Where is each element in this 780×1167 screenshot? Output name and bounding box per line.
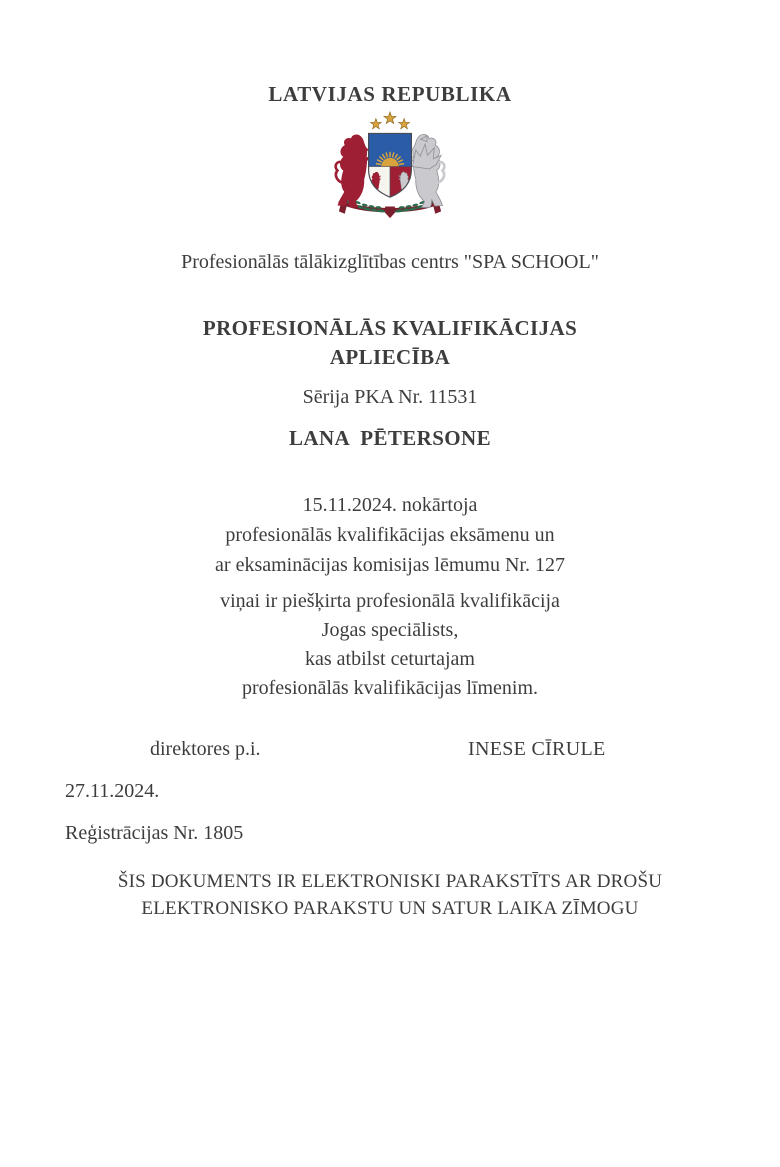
series-number: Sērija PKA Nr. 11531 bbox=[302, 386, 478, 408]
exam-line-3: ar eksaminācijas komisijas lēmumu Nr. 127 bbox=[215, 554, 565, 576]
three-stars-icon bbox=[370, 112, 409, 129]
griffin-supporter-icon bbox=[408, 135, 444, 208]
qualification-line-4: profesionālās kvalifikācijas līmenim. bbox=[241, 677, 539, 699]
qualification-line-1: viņai ir piešķirta profesionālā kvalifikācija bbox=[220, 590, 560, 612]
country-header: LATVIJAS REPUBLIKA bbox=[268, 82, 512, 106]
recipient-name: LANA PĒTERSONE bbox=[288, 426, 492, 450]
exam-line-1: 15.11.2024. nokārtoja bbox=[302, 494, 478, 516]
signer-name: INESE CĪRULE bbox=[468, 738, 606, 760]
lion-supporter-icon bbox=[336, 135, 372, 208]
electronic-signature-notice bbox=[0, 868, 780, 922]
institution-name: Profesionālās tālākizglītības centrs "SPA SCHOOL" bbox=[181, 251, 599, 273]
notice-line-1: ŠIS DOKUMENTS IR ELEKTRONISKI PARAKSTĪTS AR DROŠU bbox=[117, 871, 663, 892]
qualification-paragraph bbox=[0, 587, 780, 703]
latvia-coat-of-arms-icon bbox=[317, 110, 463, 227]
certificate-title bbox=[0, 314, 780, 372]
issue-date: 27.11.2024. bbox=[65, 780, 160, 802]
signer-role: direktores p.i. bbox=[150, 738, 261, 760]
qualification-line-3: kas atbilst ceturtajam bbox=[305, 648, 475, 670]
ribbon-pendant bbox=[385, 206, 395, 218]
certificate-title-line1: PROFESIONĀLĀS KVALIFIKĀCIJAS bbox=[202, 316, 578, 340]
shield bbox=[369, 133, 412, 197]
qualification-line-2: Jogas speciālists, bbox=[321, 619, 459, 641]
notice-line-2: ELEKTRONISKO PARAKSTU UN SATUR LAIKA ZĪMOGU bbox=[141, 898, 639, 919]
exam-paragraph bbox=[0, 490, 780, 580]
registration-number: Reģistrācijas Nr. 1805 bbox=[65, 822, 244, 844]
exam-line-2: profesionālās kvalifikācijas eksāmenu un bbox=[225, 524, 555, 546]
certificate-title-line2: APLIECĪBA bbox=[329, 345, 451, 369]
